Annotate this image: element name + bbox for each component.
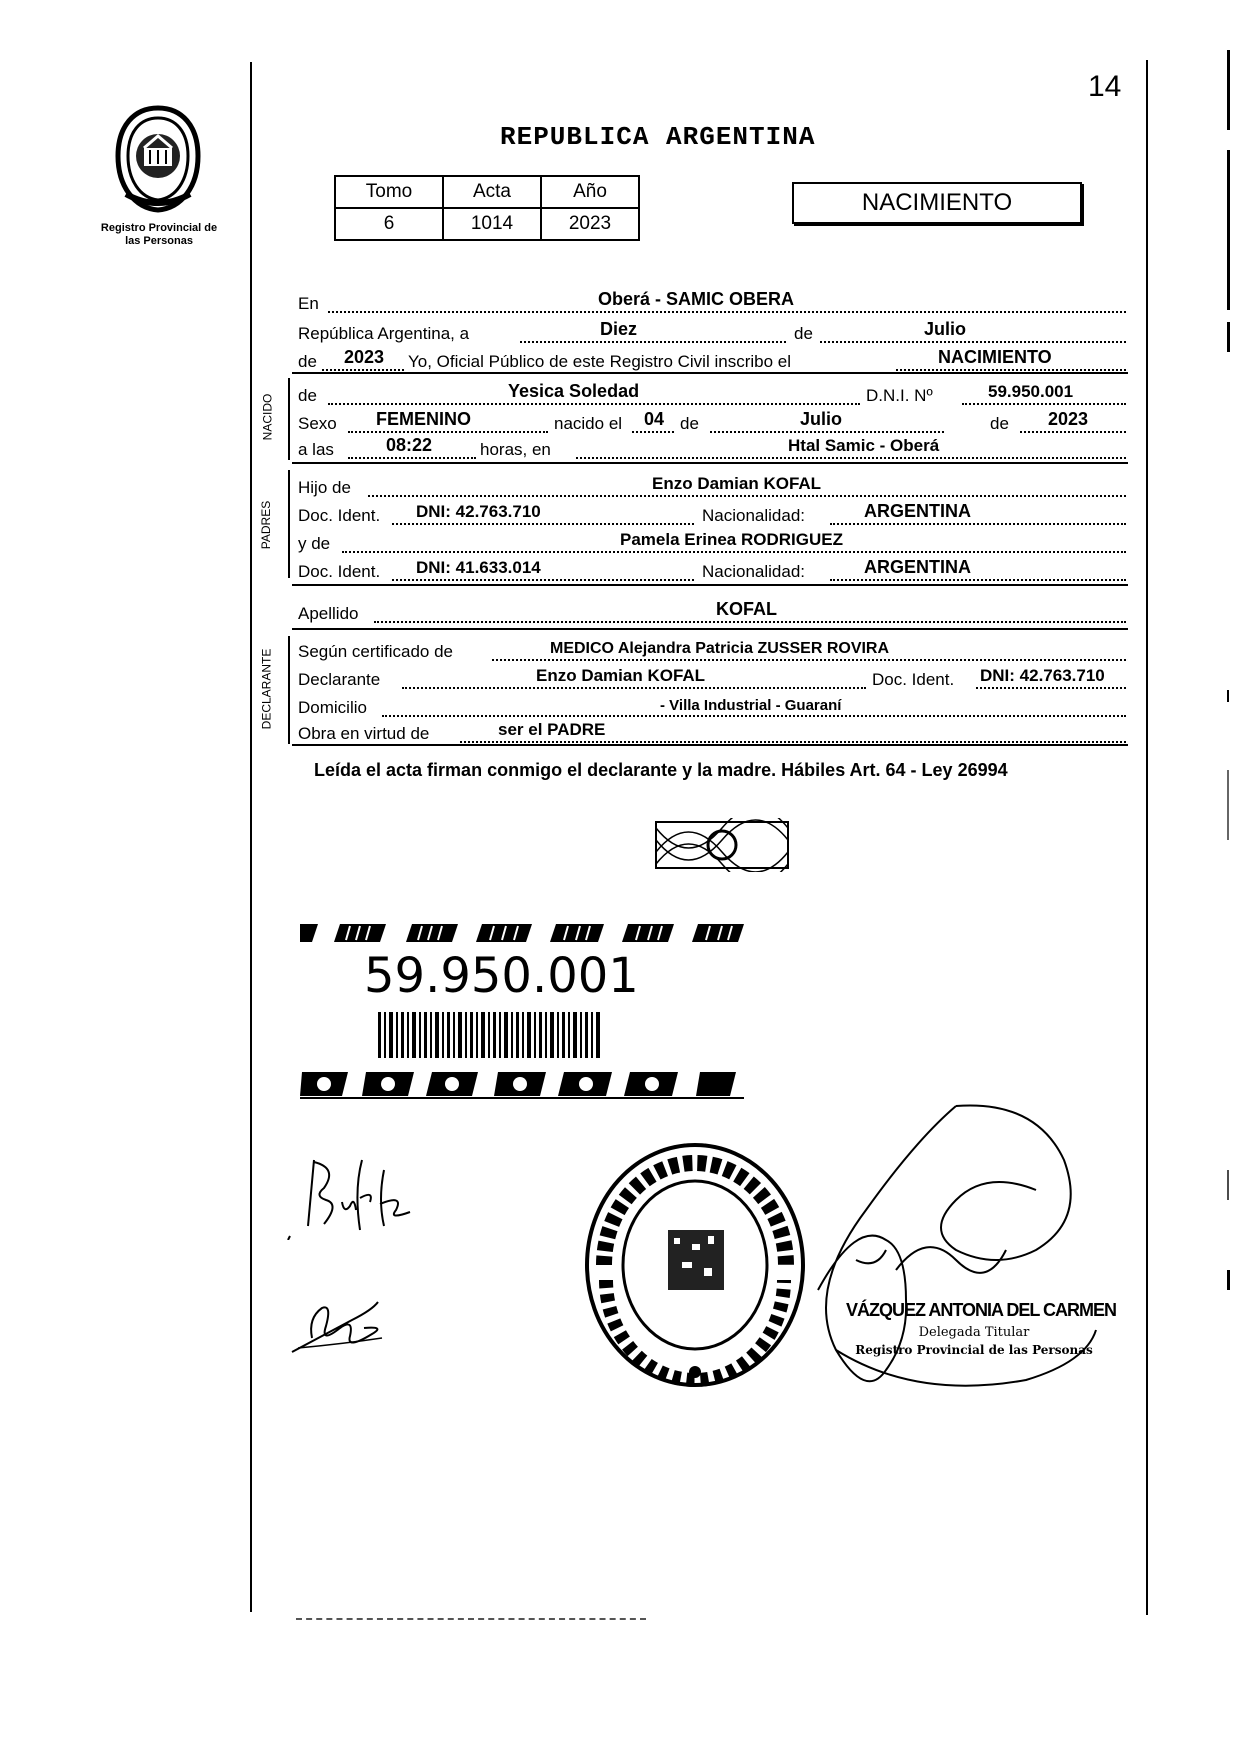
dotted-line: [348, 457, 476, 459]
province-seal-logo: [112, 104, 204, 214]
born-on-label: nacido el: [554, 414, 623, 433]
section-rule: [292, 744, 1128, 746]
registry-name: Registro Provincial de las Personas: [100, 222, 218, 247]
section-label-born: NACIDO: [260, 393, 275, 441]
date-day: Diez: [600, 319, 638, 339]
official-stamp: [846, 1300, 1117, 1357]
registration-sentence: Yo, Oficial Público de este Registro Civil inscribo el: [408, 352, 791, 371]
dotted-line: [342, 551, 1126, 553]
mother-signature: [282, 1298, 392, 1358]
mother-doc: DNI: 41.633.014: [416, 558, 541, 577]
dotted-line: [820, 341, 1126, 343]
place-value: Oberá - SAMIC OBERA: [598, 289, 795, 309]
edge-scan-marks: [1226, 50, 1232, 1290]
barcode: [378, 1012, 602, 1058]
value-tomo: 6: [335, 208, 443, 240]
record-type-box: [792, 182, 1082, 224]
dotted-line: [576, 457, 1126, 459]
sex-label: Sexo: [298, 414, 337, 433]
record-table: [334, 175, 640, 241]
bottom-dash-line: [296, 1618, 646, 1620]
birth-year: 2023: [1048, 409, 1089, 429]
registry-round-seal: [582, 1140, 808, 1390]
declarant-label: Declarante: [298, 670, 381, 689]
value-anio: 2023: [541, 208, 639, 240]
dotted-line: [392, 523, 694, 525]
mother-doc-label: Doc. Ident.: [298, 562, 381, 581]
mother-row: [298, 526, 1126, 556]
dotted-line: [976, 687, 1126, 689]
surname-value: KOFAL: [716, 599, 777, 619]
dotted-line: [830, 523, 1126, 525]
father-label: Hijo de: [298, 478, 351, 497]
born-name: Yesica Soledad: [508, 381, 640, 401]
date-year: 2023: [344, 347, 385, 367]
dotted-line: [374, 621, 1126, 623]
certificate-value: MEDICO Alejandra Patricia ZUSSER ROVIRA: [550, 640, 890, 657]
section-label-parents: PADRES: [259, 500, 274, 550]
date-de-label: de: [794, 324, 813, 343]
dotted-line: [460, 741, 1126, 743]
father-doc-label: Doc. Ident.: [298, 506, 381, 525]
place-label: En: [298, 294, 319, 313]
declarant-doc: DNI: 42.763.710: [980, 666, 1105, 685]
date-prefix: República Argentina, a: [298, 324, 470, 343]
country-title: REPUBLICA ARGENTINA: [500, 122, 816, 152]
left-margin-line: [250, 62, 252, 1612]
section-rule: [292, 462, 1128, 464]
surname-label: Apellido: [298, 604, 359, 623]
hours-label: horas, en: [480, 440, 551, 459]
born-de-label: de: [298, 386, 317, 405]
birth-time: 08:22: [386, 435, 433, 455]
official-role: Delegada Titular: [918, 1325, 1030, 1340]
dotted-line: [368, 495, 1126, 497]
section-bracket: [288, 636, 290, 744]
mother-doc-row: [298, 554, 1126, 584]
capacity-label: Obra en virtud de: [298, 724, 430, 743]
dotted-line: [492, 659, 1126, 661]
surname-row: [298, 596, 1126, 626]
father-name: Enzo Damian KOFAL: [652, 474, 822, 493]
address-value: - Villa Industrial - Guaraní: [660, 697, 842, 714]
dotted-line: [520, 341, 786, 343]
mother-nat: ARGENTINA: [864, 557, 971, 577]
header-anio: Año: [541, 176, 639, 208]
section-rule: [292, 372, 1128, 374]
mother-name: Pamela Erinea RODRIGUEZ: [620, 530, 843, 549]
year-de-label: de: [298, 352, 317, 371]
father-doc-row: [298, 498, 1126, 528]
dotted-line: [896, 369, 1126, 371]
dotted-line: [328, 311, 1126, 313]
section-label-declarant: DECLARANTE: [259, 648, 274, 730]
official-name: VÁZQUEZ ANTONIA DEL CARMEN: [846, 1300, 1117, 1320]
capacity-value: ser el PADRE: [498, 720, 606, 739]
birth-place: Htal Samic - Oberá: [788, 436, 940, 455]
security-strip-top: [300, 922, 744, 944]
security-stamp: [652, 818, 792, 872]
certificate-row: [298, 634, 1126, 664]
value-acta: 1014: [443, 208, 541, 240]
dotted-line: [830, 579, 1126, 581]
event-row: [298, 344, 1126, 374]
dotted-line: [402, 687, 866, 689]
declarant-row: [298, 662, 1126, 692]
birth-day: 04: [644, 409, 665, 429]
date-month: Julio: [924, 319, 967, 339]
section-bracket: [288, 378, 290, 460]
security-strip-bottom: [300, 1070, 744, 1100]
certificate-label: Según certificado de: [298, 642, 453, 661]
mother-nat-label: Nacionalidad:: [702, 562, 806, 581]
registered-event: NACIMIENTO: [938, 347, 1052, 367]
birth-de1: de: [680, 414, 699, 433]
capacity-row: [298, 716, 1126, 746]
father-row: [298, 470, 1126, 500]
birth-de2: de: [990, 414, 1009, 433]
section-rule: [292, 584, 1128, 586]
birth-month: Julio: [800, 409, 843, 429]
dotted-line: [328, 403, 860, 405]
dotted-line: [962, 403, 1126, 405]
dotted-line: [322, 369, 404, 371]
sex-value: FEMENINO: [376, 409, 472, 429]
right-margin-line: [1146, 60, 1148, 1615]
header-acta: Acta: [443, 176, 541, 208]
born-dni-label: D.N.I. Nº: [866, 386, 933, 405]
official-signature: [796, 1100, 1117, 1410]
address-label: Domicilio: [298, 698, 367, 717]
mother-label: y de: [298, 534, 331, 553]
official-office: Registro Provincial de las Personas: [855, 1343, 1093, 1357]
declarant-name: Enzo Damian KOFAL: [536, 666, 706, 685]
barcode-number: 59.950.001: [364, 948, 639, 1004]
reading-note: Leída el acta firman conmigo el declarante y la madre. Hábiles Art. 64 - Ley 26994: [314, 760, 1008, 780]
section-rule: [292, 628, 1128, 630]
page-number: 14: [1088, 70, 1122, 103]
header-tomo: Tomo: [335, 176, 443, 208]
section-bracket: [288, 470, 290, 578]
born-time-row: [298, 432, 1126, 462]
father-nat-label: Nacionalidad:: [702, 506, 806, 525]
declarant-signature: [284, 1140, 434, 1240]
date-row: [298, 316, 1126, 346]
born-name-row: [298, 378, 1126, 408]
at-label: a las: [298, 440, 334, 459]
dotted-line: [392, 579, 694, 581]
father-nat: ARGENTINA: [864, 501, 971, 521]
record-type: NACIMIENTO: [861, 189, 1013, 216]
declarant-doc-label: Doc. Ident.: [872, 670, 955, 689]
father-doc: DNI: 42.763.710: [416, 502, 541, 521]
place-row: [298, 286, 1126, 316]
born-dni: 59.950.001: [988, 382, 1074, 401]
